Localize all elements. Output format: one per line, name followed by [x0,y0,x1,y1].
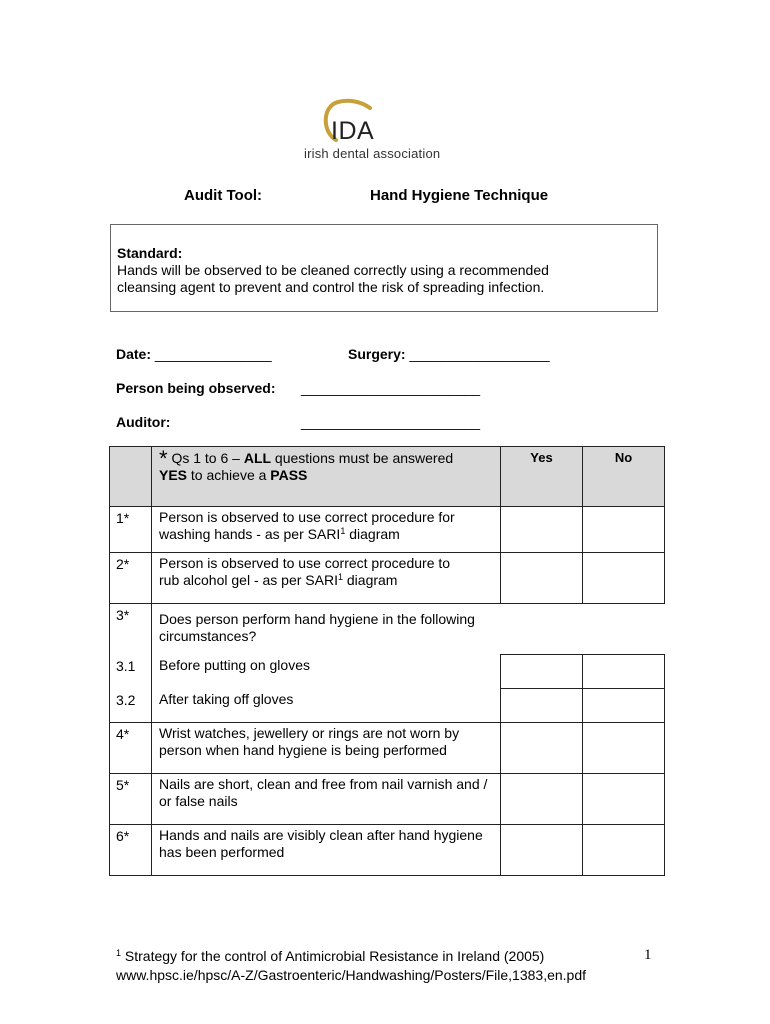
yes-checkbox-cell[interactable] [501,655,583,689]
row-number: 6* [110,825,152,876]
row-number: 4* [110,723,152,774]
table-row [110,774,665,825]
table-row [110,507,665,553]
footnote-reference: Strategy for the control of Antimicrobial Resistance in Ireland (2005) [121,948,545,964]
no-checkbox-cell[interactable] [583,655,665,689]
no-checkbox-cell[interactable] [583,689,665,723]
auditor-label: Auditor: [116,414,171,430]
header-num-cell [110,447,152,507]
row-number: 3.1 [110,655,152,689]
row-question: Before putting on gloves [159,656,310,673]
footnote-url[interactable]: www.hpsc.ie/hpsc/A-Z/Gastroenteric/Handwashing/Posters/File,1383,en.pdf [116,967,587,983]
audit-tool-title: Audit Tool: [184,187,263,204]
logo-abbreviation: IDA [331,117,375,145]
no-checkbox-cell[interactable] [583,507,665,553]
row-question: Person is observed to use correct procedure to rub alcohol gel - as per SARI$^1$ diagram [152,553,501,604]
no-checkbox-cell[interactable] [583,825,665,876]
header-no: No [583,447,665,507]
table-header-row [110,447,665,507]
table-row [110,689,665,723]
row-question: Nails are short, clean and free from nail varnish and / or false nails [152,774,501,825]
yes-checkbox-cell[interactable] [501,507,583,553]
row-question: Hands and nails are visibly clean after hand hygiene has been performed [152,825,501,876]
header-instruction-cell: * Qs 1 to 6 – ALL questions must be answered YES to achieve a PASS [152,447,501,507]
date-blank[interactable]: _______________ [154,346,272,362]
row-question: Does person perform hand hygiene in the following circumstances? [159,611,475,644]
standard-heading: Standard: [117,245,183,261]
row-number: 1* [110,507,152,553]
audit-table [109,446,665,876]
person-observed-label: Person being observed: [116,380,276,396]
footnote: $^1$ Strategy for the control of Antimicrobial Resistance in Ireland (2005) www.hpsc.ie/hpsc/A-Z/Gastroenteric/Handwashing/Posters/File,1383,en.pdf [116,948,587,983]
row-number: 2* [110,553,152,604]
row-question: Person is observed to use correct procedure for washing hands - as per SARI$^1$ diagram [152,507,501,553]
person-observed-blank[interactable]: _______________________ [301,380,481,396]
header-yes: Yes [501,447,583,507]
logo-organisation-name: irish dental association [304,146,441,161]
table-row [110,723,665,774]
page-number: 1 [644,947,652,963]
yes-checkbox-cell[interactable] [501,553,583,604]
surgery-label: Surgery: __________________ [348,346,550,362]
ida-logo [300,98,480,162]
standard-text-line2: cleansing agent to prevent and control the risk of spreading infection. [117,279,545,295]
date-label: Date: _______________ [116,346,272,362]
row-question: After taking off gloves [152,689,501,723]
table-row [110,553,665,604]
no-checkbox-cell[interactable] [583,774,665,825]
row-number: 3.2 [110,689,152,723]
table-row [110,604,665,655]
no-checkbox-cell[interactable] [583,723,665,774]
yes-checkbox-cell[interactable] [501,689,583,723]
yes-checkbox-cell[interactable] [501,825,583,876]
surgery-blank[interactable]: __________________ [409,346,550,362]
yes-checkbox-cell[interactable] [501,774,583,825]
standard-text-line1: Hands will be observed to be cleaned correctly using a recommended [117,262,549,278]
table-row [110,655,665,689]
row-question: Wrist watches, jewellery or rings are not worn by person when hand hygiene is being performed [152,723,501,774]
auditor-blank[interactable]: _______________________ [301,414,481,430]
standard-box [110,224,658,312]
yes-checkbox-cell[interactable] [501,723,583,774]
table-row [110,825,665,876]
row-number: 5* [110,774,152,825]
document-title: Hand Hygiene Technique [370,187,549,204]
no-checkbox-cell[interactable] [583,553,665,604]
row-number: 3* [110,604,152,655]
